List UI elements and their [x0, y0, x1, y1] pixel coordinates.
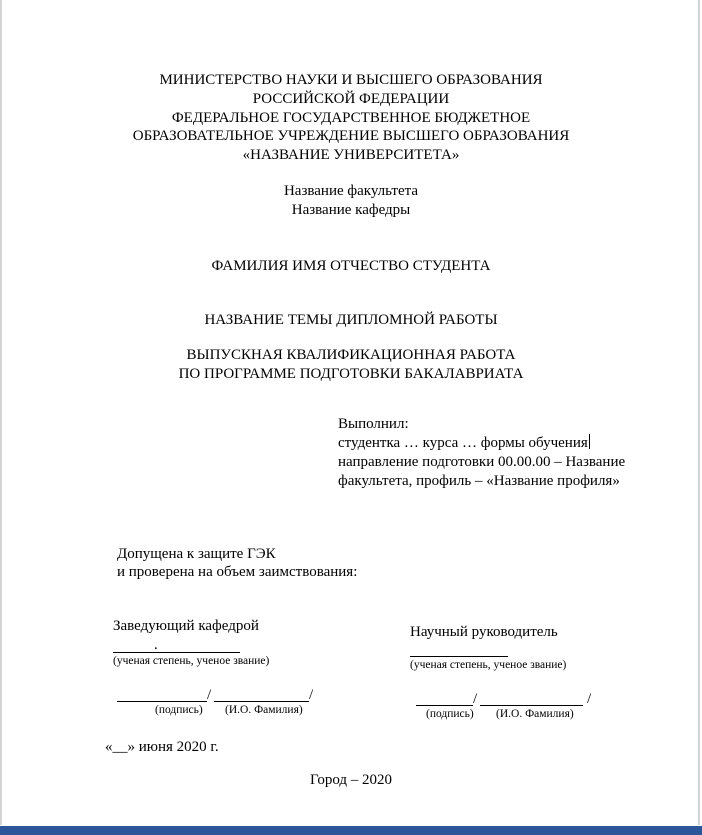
thesis-topic: НАЗВАНИЕ ТЕМЫ ДИПЛОМНОЙ РАБОТЫ	[204, 312, 498, 328]
head-signature-caption: (подпись)	[155, 704, 203, 716]
faculty-name: Название факультета	[283, 183, 419, 199]
ministry-line-1: МИНИСТЕРСТВО НАУКИ И ВЫСШЕГО ОБРАЗОВАНИЯ	[159, 72, 543, 88]
supervisor-name-caption: (И.О. Фамилия)	[496, 708, 574, 720]
department-name: Название кафедры	[291, 202, 411, 218]
head-signature-underline	[117, 701, 207, 702]
head-name-caption: (И.О. Фамилия)	[225, 704, 303, 716]
student-name: ФАМИЛИЯ ИМЯ ОТЧЕСТВО СТУДЕНТА	[211, 258, 491, 274]
supervisor-signature-caption: (подпись)	[426, 708, 474, 720]
performer-label: Выполнил:	[338, 416, 409, 432]
supervisor-name-slash: /	[587, 691, 592, 707]
performer-profile-line: факультета, профиль – «Название профиля»	[338, 473, 620, 489]
university-name: «НАЗВАНИЕ УНИВЕРСИТЕТА»	[242, 147, 460, 163]
text-cursor	[589, 434, 590, 449]
head-degree-dot: .	[154, 637, 158, 653]
work-type-line-1: ВЫПУСКНАЯ КВАЛИФИКАЦИОННАЯ РАБОТА	[186, 347, 516, 363]
institution-line-2: ОБРАЗОВАТЕЛЬНОЕ УЧРЕЖДЕНИЕ ВЫСШЕГО ОБРАЗОВАНИЯ	[132, 128, 570, 144]
ministry-line-2: РОССИЙСКОЙ ФЕДЕРАЦИИ	[252, 91, 450, 107]
supervisor-signature-underline	[416, 705, 473, 706]
head-name-slash: /	[309, 687, 314, 703]
admission-line-1: Допущена к защите ГЭК	[117, 546, 276, 562]
head-signature-slash: /	[207, 687, 212, 703]
performer-course-text: студентка … курса … формы обучения	[338, 435, 588, 451]
performer-course-line[interactable]	[338, 434, 590, 452]
admission-line-2: и проверена на объем заимствования:	[117, 564, 358, 580]
city-year: Город – 2020	[309, 772, 393, 788]
supervisor-degree-underline	[410, 656, 508, 657]
date-line: «__» июня 2020 г.	[105, 739, 219, 755]
head-degree-caption: (ученая степень, ученое звание)	[113, 655, 270, 667]
supervisor-signature-slash: /	[473, 691, 478, 707]
window-bottom-bar	[0, 826, 702, 835]
head-degree-underline	[113, 652, 240, 653]
supervisor-degree-caption: (ученая степень, ученое звание)	[410, 659, 567, 671]
supervisor-name-underline	[480, 705, 583, 706]
head-name-underline	[214, 701, 309, 702]
head-of-department-title: Заведующий кафедрой	[113, 618, 259, 634]
institution-line-1: ФЕДЕРАЛЬНОЕ ГОСУДАРСТВЕННОЕ БЮДЖЕТНОЕ	[171, 110, 531, 126]
work-type-line-2: ПО ПРОГРАММЕ ПОДГОТОВКИ БАКАЛАВРИАТА	[178, 366, 524, 382]
performer-direction-line: направление подготовки 00.00.00 – Название	[338, 454, 626, 470]
supervisor-title: Научный руководитель	[410, 624, 558, 640]
